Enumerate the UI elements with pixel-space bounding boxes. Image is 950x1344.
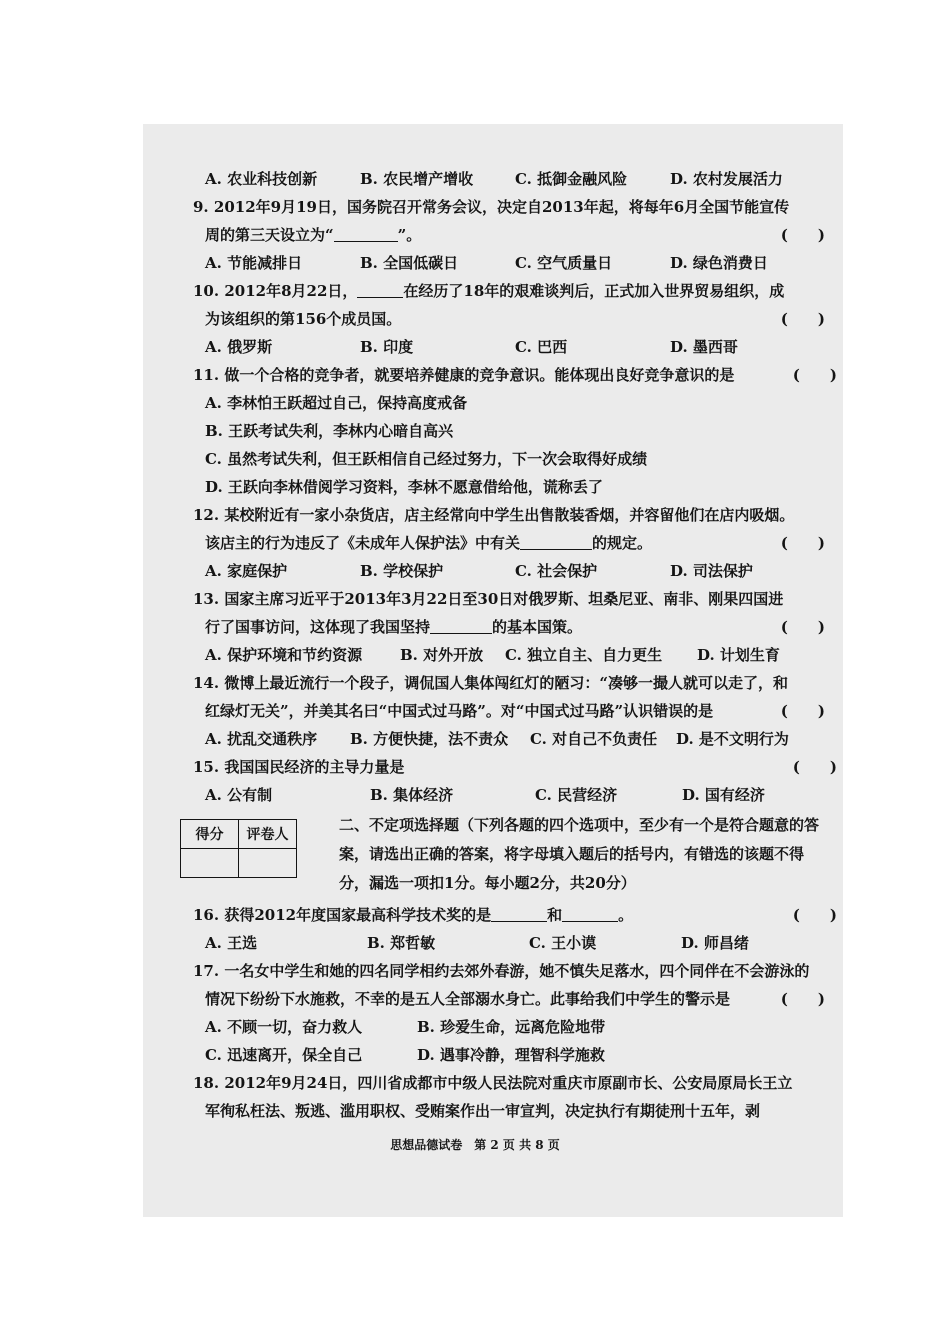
q16-answer-blank-2 (562, 903, 618, 922)
question-11 (193, 361, 837, 501)
question-17 (193, 957, 825, 1069)
q14-options (205, 725, 825, 753)
q9-option-b: B. 全国低碳日 (360, 254, 459, 272)
q17-line-2 (205, 985, 825, 1013)
q14-answer-parentheses: ( ) (780, 702, 825, 720)
q16-line-1 (193, 901, 837, 929)
q12-options (205, 557, 825, 585)
question-14 (193, 669, 825, 753)
q12-answer-blank (520, 531, 592, 550)
q13-option-d: D. 计划生育 (697, 646, 780, 664)
q17-option-d: D. 遇事冷静，理智科学施救 (417, 1046, 605, 1064)
q11-answer-parentheses: ( ) (792, 366, 837, 384)
q11-option-a: A. 李林怕王跃超过自己，保持高度戒备 (205, 394, 468, 412)
question-18 (193, 1069, 825, 1125)
q11-option-c: C. 虽然考试失利，但王跃相信自己经过努力，下一次会取得好成绩 (205, 450, 648, 468)
q8-option-b: B. 农民增产增收 (360, 170, 474, 188)
q10-answer-blank (357, 279, 403, 298)
q16-line-1-pre: 16. 获得2012年度国家最高科学技术奖的是 (193, 906, 492, 924)
q9-option-c: C. 空气质量日 (515, 254, 613, 272)
q13-option-c: C. 独立自主、自力更生 (505, 646, 663, 664)
q14-line-2-text: 红绿灯无关”，并美其名曰“中国式过马路”。对“中国式过马路”认识错误的是 (205, 702, 714, 720)
q8-option-a: A. 农业科技创新 (205, 170, 318, 188)
q17-line-1: 17. 一名女中学生和她的四名同学相约去郊外春游，她不慎失足落水，四个同伴在不会游泳的 (193, 962, 810, 980)
q10-option-b: B. 印度 (360, 338, 414, 356)
q10-option-d: D. 墨西哥 (670, 338, 738, 356)
q12-line-2-pre: 该店主的行为违反了《未成年人保护法》中有关 (205, 534, 521, 552)
q13-option-a: A. 保护环境和节约资源 (205, 646, 363, 664)
score-table (180, 819, 297, 878)
question-13 (193, 585, 825, 669)
q14-line-1: 14. 微博上最近流行一个段子，调侃国人集体闯红灯的陋习：“凑够一撮人就可以走了，和 (193, 674, 788, 692)
q8-option-c: C. 抵御金融风险 (515, 170, 628, 188)
q15-option-d: D. 国有经济 (682, 786, 765, 804)
q10-line-2 (205, 305, 825, 333)
q10-option-a: A. 俄罗斯 (205, 338, 273, 356)
q18-line-1: 18. 2012年9月24日，四川省成都市中级人民法院对重庆市原副市长、公安局原局长王立 (193, 1074, 793, 1092)
q17-option-b: B. 珍爱生命，远离危险地带 (417, 1018, 606, 1036)
q16-option-d: D. 师昌绪 (681, 934, 749, 952)
q15-line-1 (193, 753, 837, 781)
q18-line-2: 军徇私枉法、叛逃、滥用职权、受贿案作出一审宣判，决定执行有期徒刑十五年，剥 (205, 1102, 761, 1120)
q14-line-2 (205, 697, 825, 725)
q17-answer-parentheses: ( ) (780, 990, 825, 1008)
q16-line-1-mid: 和 (547, 906, 563, 924)
q16-option-a: A. 王选 (205, 934, 258, 952)
question-12 (193, 501, 825, 585)
q17-options-row-1 (205, 1013, 825, 1041)
q11-option-b: B. 王跃考试失利，李林内心暗自高兴 (205, 422, 454, 440)
q15-option-c: C. 民营经济 (535, 786, 618, 804)
q10-line-1-pre: 10. 2012年8月22日， (193, 282, 358, 300)
q12-line-2 (205, 529, 825, 557)
q14-option-d: D. 是不文明行为 (676, 730, 789, 748)
q13-option-b: B. 对外开放 (400, 646, 484, 664)
q10-answer-parentheses: ( ) (780, 310, 825, 328)
grader-cell[interactable] (239, 849, 297, 878)
q12-answer-parentheses: ( ) (780, 534, 825, 552)
q9-option-d: D. 绿色消费日 (670, 254, 768, 272)
q12-line-2-post: 的规定。 (592, 534, 653, 552)
q13-options (205, 641, 825, 669)
q9-line-2-pre: 周的第三天设立为“ (205, 226, 334, 244)
q11-line-1 (193, 361, 837, 389)
exam-page-body (193, 165, 837, 1125)
q9-answer-parentheses: ( ) (780, 226, 825, 244)
q17-options-row-2 (205, 1041, 825, 1069)
q11-line-1-text: 11. 做一个合格的竞争者，就要培养健康的竞争意识。能体现出良好竞争意识的是 (193, 366, 735, 384)
q9-line-1: 9. 2012年9月19日，国务院召开常务会议，决定自2013年起，将每年6月全国节能宣传 (193, 198, 790, 216)
q8-option-d: D. 农村发展活力 (670, 170, 783, 188)
q12-option-a: A. 家庭保护 (205, 562, 288, 580)
q9-option-a: A. 节能减排日 (205, 254, 303, 272)
q15-option-a: A. 公有制 (205, 786, 273, 804)
q13-answer-blank (430, 615, 492, 634)
q10-options (205, 333, 825, 361)
q15-option-b: B. 集体经济 (370, 786, 454, 804)
question-16 (193, 901, 837, 957)
q13-line-2-post: 的基本国策。 (492, 618, 583, 636)
q14-option-b: B. 方便快捷，法不责众 (350, 730, 509, 748)
q15-answer-parentheses: ( ) (792, 758, 837, 776)
grader-label: 评卷人 (239, 820, 297, 849)
score-cell[interactable] (181, 849, 239, 878)
question-10 (193, 277, 825, 361)
q16-option-c: C. 王小谟 (529, 934, 597, 952)
q17-line-2-text: 情况下纷纷下水施救，不幸的是五人全部溺水身亡。此事给我们中学生的警示是 (205, 990, 731, 1008)
q9-options (205, 249, 825, 277)
q9-answer-blank (334, 223, 398, 242)
q12-option-d: D. 司法保护 (670, 562, 753, 580)
q13-answer-parentheses: ( ) (780, 618, 825, 636)
q10-line-1 (193, 277, 825, 305)
q11-option-d: D. 王跃向李林借阅学习资料，李林不愿意借给他，谎称丢了 (205, 478, 603, 496)
q15-line-1-text: 15. 我国国民经济的主导力量是 (193, 758, 405, 776)
q14-option-c: C. 对自己不负责任 (530, 730, 658, 748)
q16-line-1-post: 。 (618, 906, 634, 924)
q12-option-b: B. 学校保护 (360, 562, 444, 580)
score-label: 得分 (181, 820, 239, 849)
q10-option-c: C. 巴西 (515, 338, 568, 356)
q16-answer-parentheses: ( ) (792, 906, 837, 924)
q10-line-2-text: 为该组织的第156个成员国。 (205, 310, 402, 328)
q10-line-1-post: 在经历了18年的艰难谈判后，正式加入世界贸易组织，成 (403, 282, 785, 300)
q13-line-2-pre: 行了国事访问，这体现了我国坚持 (205, 618, 431, 636)
q8-options (205, 165, 825, 193)
q17-option-c: C. 迅速离开，保全自己 (205, 1046, 363, 1064)
page-footer: 思想品德试卷 第 2 页 共 8 页 (390, 1138, 560, 1152)
q9-line-2-post: ”。 (397, 226, 422, 244)
q14-option-a: A. 扰乱交通秩序 (205, 730, 318, 748)
q16-answer-blank-1 (491, 903, 547, 922)
q16-options (205, 929, 825, 957)
q9-line-2 (205, 221, 825, 249)
q16-option-b: B. 郑哲敏 (367, 934, 436, 952)
q13-line-2 (205, 613, 825, 641)
q17-option-a: A. 不顾一切，奋力救人 (205, 1018, 363, 1036)
q12-line-1: 12. 某校附近有一家小杂货店，店主经常向中学生出售散装香烟，并容留他们在店内吸烟。 (193, 506, 795, 524)
question-9 (193, 193, 825, 277)
section-2-instructions: 二、不定项选择题（下列各题的四个选项中，至少有一个是符合题意的答案，请选出正确的答案，将字母填入题后的括号内，有错选的该题不得分，漏选一项扣1分。每小题2分，共20分） (339, 816, 820, 892)
q12-option-c: C. 社会保护 (515, 562, 598, 580)
section-2-header (195, 811, 825, 901)
q13-line-1: 13. 国家主席习近平于2013年3月22日至30日对俄罗斯、坦桑尼亚、南非、刚果四国进 (193, 590, 784, 608)
question-15 (193, 753, 837, 809)
q15-options (205, 781, 825, 809)
